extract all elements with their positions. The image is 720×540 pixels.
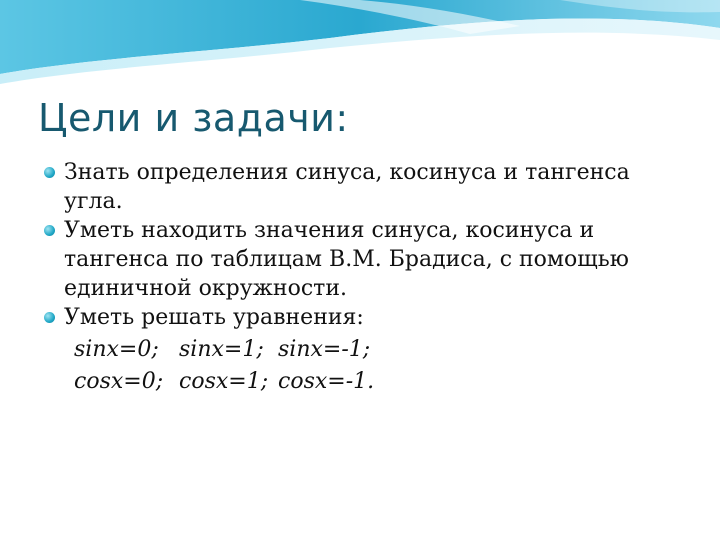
equation: sinx=0; — [74, 337, 159, 362]
content-list — [44, 158, 684, 400]
list-item — [44, 158, 684, 216]
list-item — [44, 303, 684, 332]
slide-title: Цели и задачи: — [38, 96, 349, 140]
cos-equations-row — [44, 364, 684, 400]
equation: cosx=1; — [179, 369, 269, 394]
sin-equations-row — [44, 332, 684, 368]
bullet-text: Уметь находить значения синуса, косинуса и тангенса по таблицам В.М. Брадиса, с помощью единичной окружности. — [64, 218, 629, 301]
equation: sinx=1; — [179, 337, 264, 362]
list-item — [44, 216, 684, 303]
bullet-icon — [44, 167, 55, 178]
bullet-icon — [44, 312, 55, 323]
equation: cosx=0; — [74, 369, 164, 394]
bullet-icon — [44, 225, 55, 236]
bullet-text: Уметь решать уравнения: — [64, 305, 364, 330]
equation: cosx=-1. — [278, 369, 375, 394]
equation: sinx=-1; — [278, 337, 371, 362]
header-wave-decoration — [0, 0, 720, 90]
bullet-text: Знать определения синуса, косинуса и тангенса угла. — [64, 160, 630, 214]
